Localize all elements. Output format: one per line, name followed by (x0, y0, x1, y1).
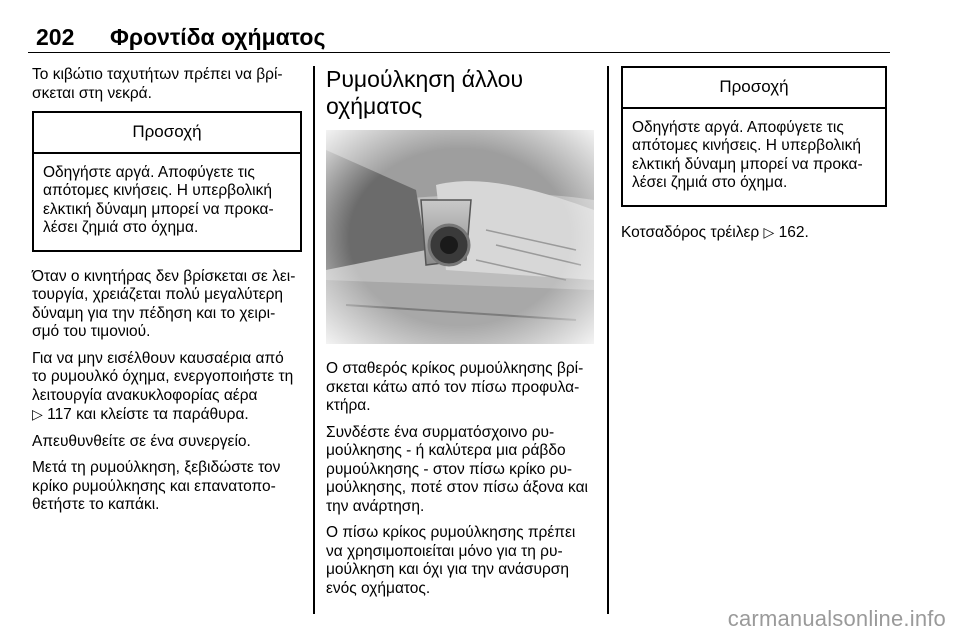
workshop-paragraph: Απευθυνθείτε σε ένα συνεργείο. (32, 432, 251, 450)
warning-title: Προσοχή (623, 68, 885, 109)
warning-title: Προσοχή (34, 113, 300, 154)
rear-towing-eye-photo (326, 130, 594, 344)
use-only-paragraph: Ο πίσω κρίκος ρυμούλκησης πρέπει να χρησιμοποιείται μόνο για τη ρυ-μούλκηση και όχι για την ανάσυρση ενός οχήματος. (326, 524, 576, 597)
trailer-hitch-reference (621, 223, 887, 243)
connect-paragraph: Συνδέστε ένα συρματόσχοινο ρυ-μούλκησης - ή καλύτερα μια ράβδο ρυμούλκησης - στον πίσω κρίκο ρυ-μούλκησης, ποτέ στον πίσω άξονα και την ανάρτηση. (326, 423, 588, 515)
intro-paragraph: Το κιβώτιο ταχυτήτων πρέπει να βρί-σκεται στη νεκρά. (32, 66, 283, 102)
watermark: carmanualsonline.info (727, 606, 946, 631)
warning-text: Οδηγήστε αργά. Αποφύγετε τις απότομες κινήσεις. Η υπερβολική ελκτική δύναμη μπορεί να προκα-λέσει ζημιά στο όχημα. (632, 118, 863, 191)
chapter-title: Φροντίδα οχήματος (110, 24, 326, 50)
exhaust-text-b: 117 και κλείστε τα παράθυρα. (47, 406, 249, 423)
section-title: Ρυμούλκηση άλλου οχήματος (326, 66, 524, 119)
exhaust-paragraph (32, 350, 302, 425)
trailer-label: Κοτσαδόρος τρέιλερ (621, 223, 760, 241)
column-divider (607, 66, 609, 614)
column-right (621, 66, 887, 250)
column-divider (313, 66, 315, 614)
after-tow-paragraph: Μετά τη ρυμούλκηση, ξεβιδώστε τον κρίκο ρυμούλκησης και επανατοπο-θετήστε το καπάκι. (32, 459, 281, 513)
warning-box (32, 111, 302, 252)
column-middle (326, 66, 596, 606)
exhaust-text-a: Για να μην εισέλθουν καυσαέρια από το ρυμουλκό όχημα, ενεργοποιήστε τη λειτουργία ανακυκλοφορίας αέρα (32, 349, 294, 404)
column-left (32, 66, 302, 523)
arrow-reference-icon[interactable]: ▷ (763, 223, 775, 240)
warning-box (621, 66, 887, 207)
page-header (28, 22, 890, 53)
trailer-page-link[interactable]: 162. (778, 223, 809, 241)
engine-off-paragraph: Όταν ο κινητήρας δεν βρίσκεται σε λει-τουργία, χρειάζεται πολύ μεγαλύτερη δύναμη για την πέδηση και το χειρι-σμό του τιμονιού. (32, 267, 296, 340)
warning-text: Οδηγήστε αργά. Αποφύγετε τις απότομες κινήσεις. Η υπερβολική ελκτική δύναμη μπορεί να προκα-λέσει ζημιά στο όχημα. (43, 163, 274, 236)
arrow-reference-icon[interactable]: ▷ (32, 406, 43, 422)
page-number: 202 (36, 24, 75, 50)
location-paragraph: Ο σταθερός κρίκος ρυμούλκησης βρί-σκεται κάτω από τον πίσω προφυλα-κτήρα. (326, 360, 584, 414)
